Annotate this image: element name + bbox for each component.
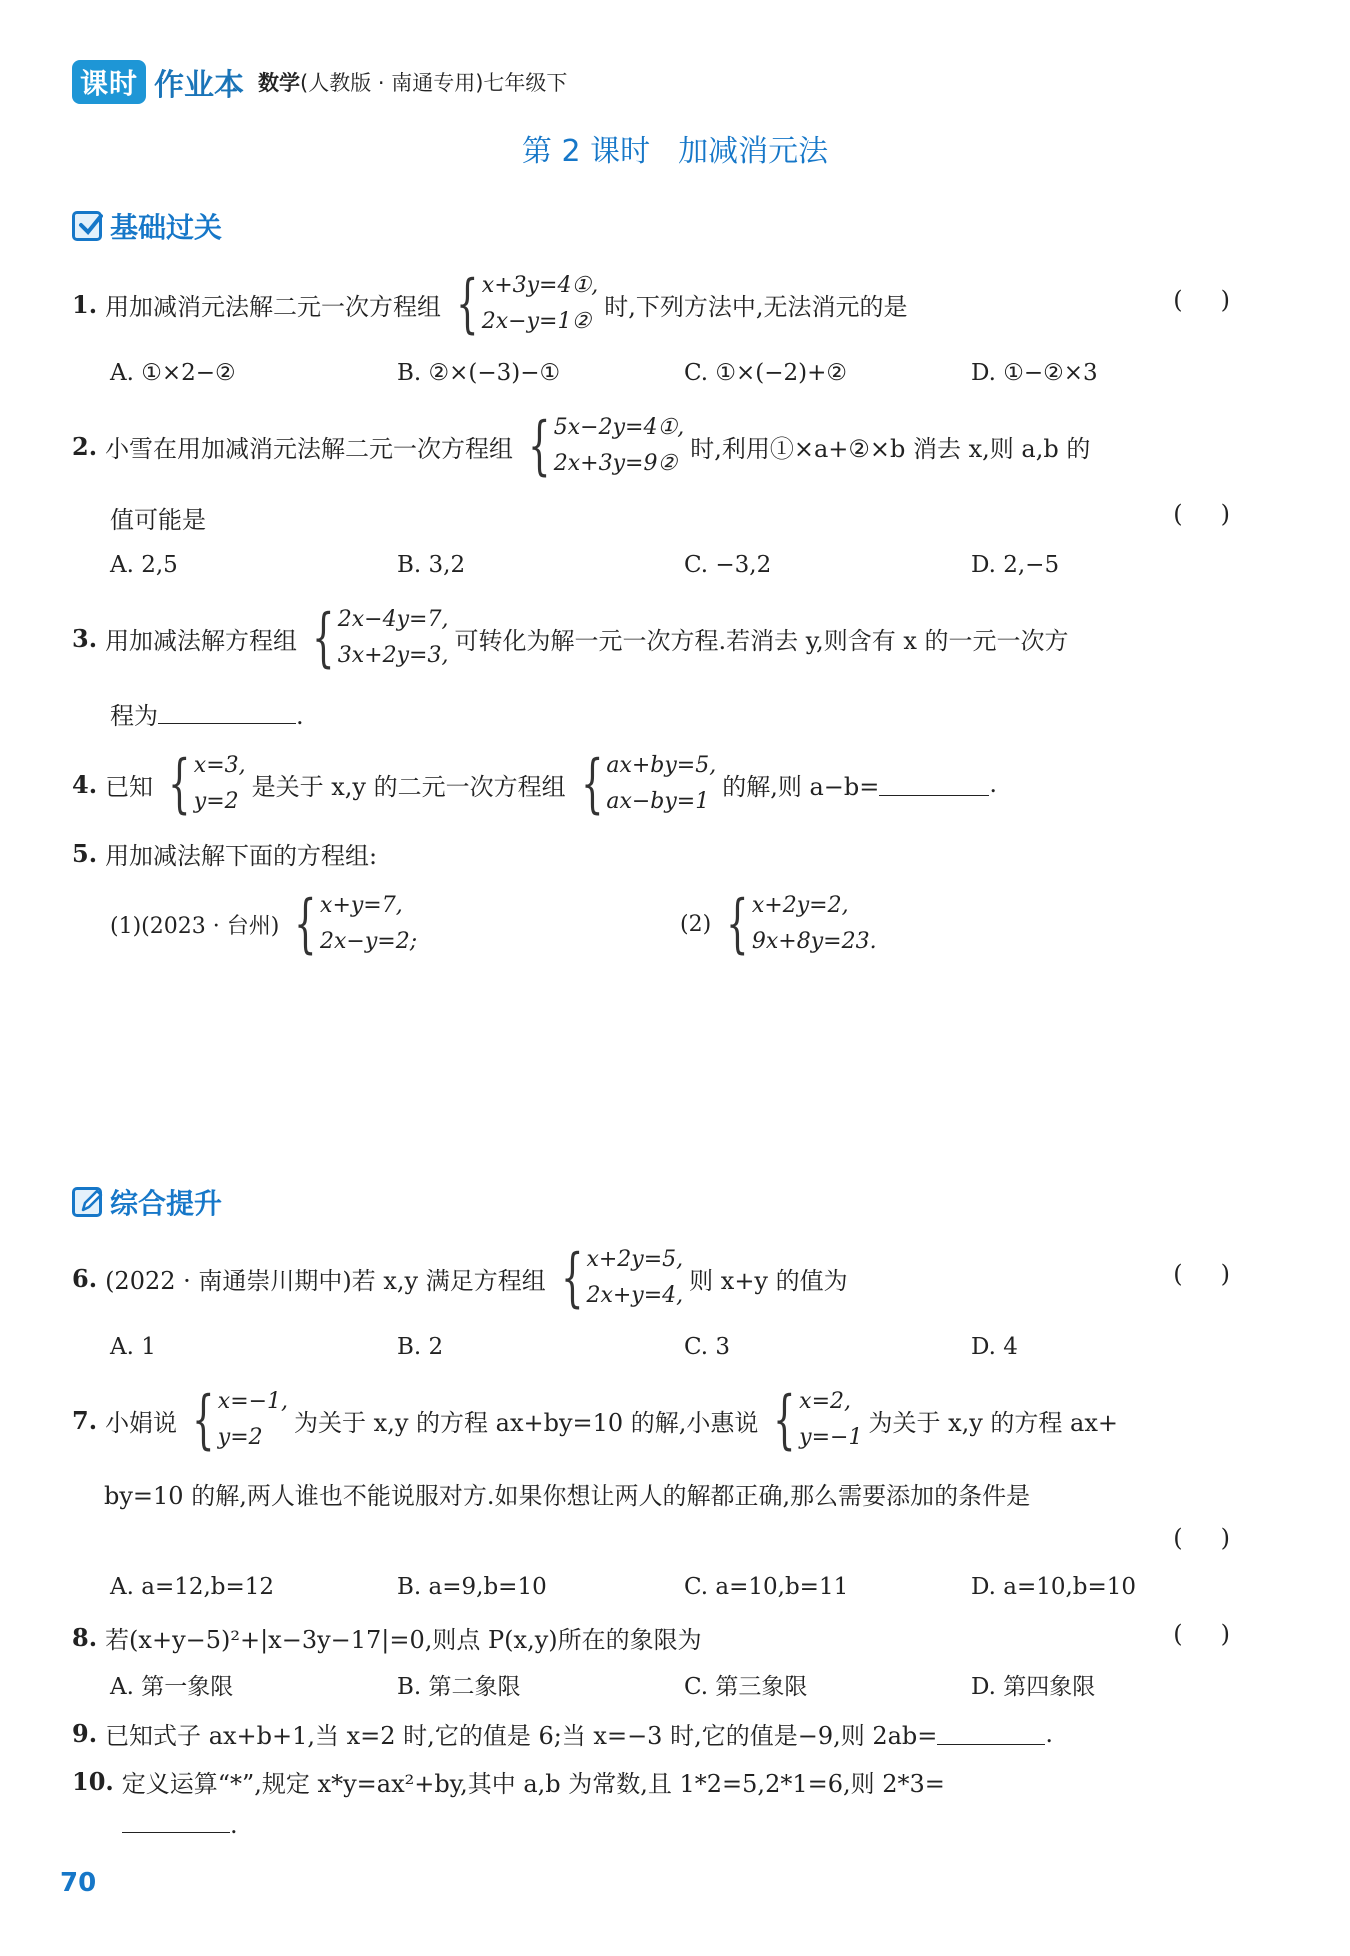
question-text: 小雪在用加减消元法解二元一次方程组 [105, 434, 514, 463]
equation: 5x−2y=4①, [553, 415, 685, 440]
options-q8 [110, 1668, 1258, 1701]
option-b[interactable]: B. 第二象限 [397, 1674, 521, 1700]
question-text: 已知式子 ax+b+1,当 x=2 时,它的值是 6;当 x=−3 时,它的值是−9,则 2ab= [105, 1722, 938, 1750]
question-2 [72, 404, 1090, 488]
equation: x+3y=4①, [481, 273, 599, 298]
question-number: 6. [72, 1263, 98, 1293]
option-c[interactable]: C. −3,2 [684, 552, 772, 578]
option-a[interactable]: A. ①×2−② [110, 360, 236, 386]
answer-blank[interactable] [879, 773, 989, 796]
option-c[interactable]: C. ①×(−2)+② [684, 360, 848, 386]
section-basic [72, 206, 222, 246]
question-1 [72, 262, 907, 346]
option-b[interactable]: B. a=9,b=10 [397, 1574, 547, 1600]
equation-system: { ax+by=5, ax−by=1 [580, 747, 717, 821]
option-c[interactable]: C. 3 [684, 1334, 731, 1360]
equation: x=2, [799, 1389, 851, 1414]
equation-system: { x+2y=5, 2x+y=4, [560, 1241, 684, 1315]
question-10-line2 [122, 1810, 238, 1839]
question-4 [72, 742, 997, 826]
equation: x=3, [193, 753, 246, 778]
brand-logo: 课时 [72, 60, 146, 104]
question-5-part-2 [680, 882, 883, 966]
question-text: 是关于 x,y 的二元一次方程组 [251, 772, 566, 801]
option-a[interactable]: A. 1 [110, 1334, 156, 1360]
question-3-line2 [110, 696, 304, 731]
options-q6 [110, 1334, 1258, 1360]
brand-name: 作业本 [154, 68, 245, 103]
answer-paren[interactable]: () [1173, 1524, 1268, 1552]
option-a[interactable]: A. 2,5 [110, 552, 178, 578]
pencil-box-icon [72, 1187, 102, 1217]
check-box-icon [72, 211, 102, 241]
equation: 3x+2y=3, [337, 643, 449, 668]
question-text: 时,下列方法中,无法消元的是 [604, 292, 908, 321]
question-6 [72, 1236, 848, 1320]
section-advanced-label: 综合提升 [110, 1187, 223, 1220]
question-text: 若(x+y−5)²+|x−3y−17|=0,则点 P(x,y)所在的象限为 [105, 1626, 702, 1654]
answer-paren[interactable]: () [1173, 1620, 1268, 1648]
option-d[interactable]: D. ①−②×3 [971, 360, 1098, 386]
header-brand [72, 60, 567, 104]
option-d[interactable]: D. a=10,b=10 [971, 1574, 1137, 1600]
question-text: 程为 [110, 702, 158, 730]
lesson-name: 加减消元法 [678, 134, 829, 169]
option-d[interactable]: D. 2,−5 [971, 552, 1060, 578]
question-9 [72, 1716, 1053, 1751]
question-number: 3. [72, 623, 98, 653]
answer-paren[interactable]: () [1173, 500, 1268, 528]
lesson-title [0, 126, 1350, 170]
question-text: 用加减消元法解二元一次方程组 [105, 292, 442, 321]
question-3 [72, 596, 1069, 680]
equation: ax−by=1 [606, 789, 710, 814]
question-number: 10. [72, 1767, 114, 1796]
question-number: 7. [72, 1405, 98, 1435]
question-text: 可转化为解一元一次方程.若消去 y,则含有 x 的一元一次方 [454, 626, 1069, 655]
question-number: 4. [72, 769, 98, 799]
question-text: 用加减法解下面的方程组: [105, 842, 378, 870]
question-text: 定义运算“*”,规定 x*y=ax²+by,其中 a,b 为常数,且 1*2=5,2*1=6,则 2*3= [121, 1770, 945, 1798]
options-q1 [110, 360, 1258, 386]
question-text: 的解,则 a−b= [722, 772, 880, 801]
book-subtitle: 数学(人教版 · 南通专用)七年级下 [258, 71, 568, 95]
options-q2 [110, 552, 1258, 578]
equation: 2x−y=1② [481, 309, 592, 334]
equation: y=2 [193, 789, 239, 814]
equation-system: { x=3, y=2 [168, 747, 246, 821]
question-text: 则 x+y 的值为 [689, 1266, 848, 1295]
option-d[interactable]: D. 4 [971, 1334, 1018, 1360]
answer-paren[interactable]: () [1173, 1260, 1268, 1288]
question-text-cont: 值可能是 [110, 506, 206, 534]
question-text-cont: by=10 的解,两人谁也不能说服对方.如果你想让两人的解都正确,那么需要添加的条件是 [104, 1482, 1031, 1510]
period: . [296, 702, 304, 730]
period: . [989, 770, 998, 798]
question-number: 5. [72, 839, 98, 868]
equation: 9x+8y=23. [751, 929, 877, 954]
question-number: 8. [72, 1623, 98, 1652]
question-5 [72, 836, 377, 871]
equation-system: { x+y=7, 2x−y=2; [294, 887, 418, 961]
option-b[interactable]: B. 2 [397, 1334, 444, 1360]
question-text: 小娟说 [105, 1408, 178, 1437]
equation-system: { x=2, y=−1 [773, 1383, 863, 1457]
question-number: 2. [72, 431, 98, 461]
equation-system: { x+2y=2, 9x+8y=23. [726, 887, 877, 961]
question-text: (2022 · 南通崇川期中)若 x,y 满足方程组 [105, 1266, 546, 1295]
options-q7 [110, 1574, 1258, 1600]
equation: y=2 [217, 1425, 263, 1450]
question-text: 用加减法解方程组 [105, 626, 298, 655]
option-a[interactable]: A. 第一象限 [110, 1674, 234, 1700]
equation: y=−1 [799, 1425, 863, 1450]
option-b[interactable]: B. ②×(−3)−① [397, 360, 561, 386]
equation: 2x−y=2; [320, 929, 418, 954]
section-basic-label: 基础过关 [110, 211, 223, 244]
answer-blank[interactable] [158, 701, 296, 724]
question-text: 时,利用①×a+②×b 消去 x,则 a,b 的 [690, 434, 1091, 463]
question-text: 已知 [105, 772, 154, 801]
answer-blank[interactable] [122, 1810, 230, 1833]
question-10 [72, 1764, 945, 1799]
question-7 [72, 1378, 1118, 1462]
equation-system: { x=−1, y=2 [192, 1383, 289, 1457]
equation-system: { x+3y=4①, 2x−y=1② [456, 267, 599, 341]
question-text: 为关于 x,y 的方程 ax+ [868, 1408, 1119, 1437]
option-a[interactable]: A. a=12,b=12 [110, 1574, 275, 1600]
equation: x+y=7, [320, 893, 403, 918]
option-c[interactable]: C. 第三象限 [684, 1674, 808, 1700]
lesson-number: 第 2 课时 [521, 134, 651, 169]
option-b[interactable]: B. 3,2 [397, 552, 466, 578]
option-c[interactable]: C. a=10,b=11 [684, 1574, 849, 1600]
equation: 2x−4y=7, [337, 607, 449, 632]
question-number: 9. [72, 1719, 98, 1748]
question-8 [72, 1620, 702, 1655]
equation: x+2y=2, [751, 893, 849, 918]
equation: x+2y=5, [586, 1247, 684, 1272]
answer-paren[interactable]: () [1173, 286, 1268, 314]
part-label: (1)(2023 · 台州) [110, 913, 280, 939]
section-advanced [72, 1182, 222, 1222]
question-5-part-1 [110, 882, 423, 966]
part-label: (2) [680, 911, 712, 937]
option-d[interactable]: D. 第四象限 [971, 1674, 1096, 1700]
question-text: 为关于 x,y 的方程 ax+by=10 的解,小惠说 [294, 1408, 759, 1437]
page-number: 70 [60, 1868, 97, 1898]
equation: x=−1, [217, 1389, 289, 1414]
equation: 2x+3y=9② [553, 451, 678, 476]
equation: ax+by=5, [606, 753, 717, 778]
question-number: 1. [72, 289, 98, 319]
period: . [1045, 1719, 1054, 1748]
answer-blank[interactable] [937, 1722, 1045, 1745]
period: . [230, 1811, 238, 1839]
equation-system: { 2x−4y=7, 3x+2y=3, [312, 601, 449, 675]
equation-system: { 5x−2y=4①, 2x+3y=9② [528, 409, 685, 483]
equation: 2x+y=4, [586, 1283, 684, 1308]
